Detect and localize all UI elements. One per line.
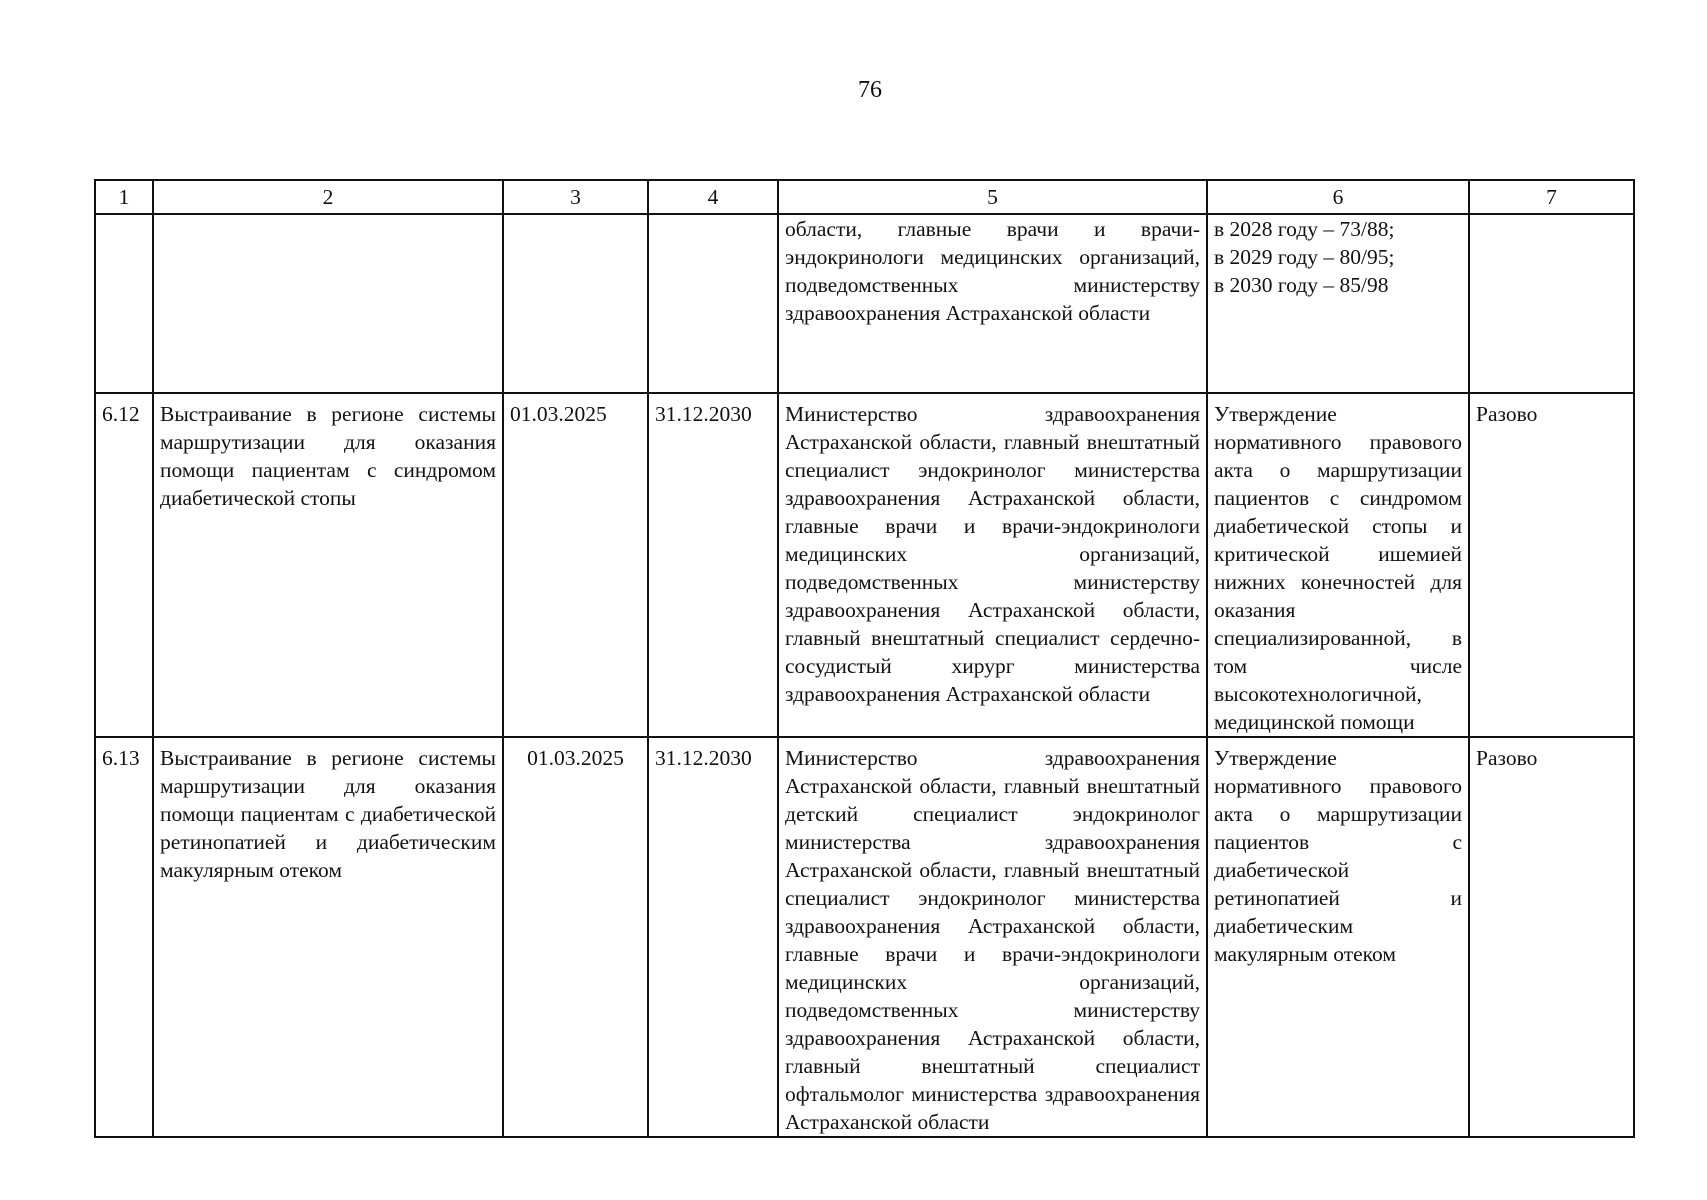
row-number: 6.13 bbox=[95, 737, 153, 1137]
measure-name: Выстраивание в регионе системы маршрутизации для оказания помощи пациентам с синдромом диабетической стопы bbox=[153, 393, 503, 737]
row-number: 6.12 bbox=[95, 393, 153, 737]
table-row bbox=[95, 393, 1634, 737]
column-header-7: 7 bbox=[1469, 180, 1634, 214]
frequency bbox=[1469, 214, 1634, 393]
header-row bbox=[95, 180, 1634, 214]
end-date: 31.12.2030 bbox=[648, 393, 778, 737]
start-date bbox=[503, 214, 648, 393]
executors: области, главные врачи и врачи-эндокринологи медицинских организаций, подведомственных министерству здравоохранения Астраханской области bbox=[778, 214, 1207, 393]
table-row bbox=[95, 214, 1634, 393]
column-header-1: 1 bbox=[95, 180, 153, 214]
column-header-4: 4 bbox=[648, 180, 778, 214]
column-header-5: 5 bbox=[778, 180, 1207, 214]
measures-table bbox=[94, 179, 1635, 1138]
expected-result: Утверждение нормативного правового акта о маршрутизации пациентов с синдромом диабетической стопы и критической ишемией нижних конечностей для оказания специализированной, в том числе высокотехнологичной, медицинской помощи bbox=[1207, 393, 1469, 737]
page-number: 76 bbox=[858, 77, 882, 103]
frequency: Разово bbox=[1469, 737, 1634, 1137]
expected-result: Утверждение нормативного правового акта о маршрутизации пациентов с диабетической ретинопатией и диабетическим макулярным отеком bbox=[1207, 737, 1469, 1137]
start-date: 01.03.2025 bbox=[503, 737, 648, 1137]
frequency: Разово bbox=[1469, 393, 1634, 737]
start-date: 01.03.2025 bbox=[503, 393, 648, 737]
end-date bbox=[648, 214, 778, 393]
row-number bbox=[95, 214, 153, 393]
table-row bbox=[95, 737, 1634, 1137]
executors: Министерство здравоохранения Астраханской области, главный внештатный детский специалист эндокринолог министерства здравоохранения Астраханской области, главный внештатный специалист эндокринолог министерства здравоохранения Астраханской области, главные врачи и врачи-эндокринологи медицинских организаций, подведомственных министерству здравоохранения Астраханской области, главный внештатный специалист офтальмолог министерства здравоохранения Астраханской области bbox=[778, 737, 1207, 1137]
column-header-6: 6 bbox=[1207, 180, 1469, 214]
column-header-2: 2 bbox=[153, 180, 503, 214]
expected-result: в 2028 году – 73/88; в 2029 году – 80/95; в 2030 году – 85/98 bbox=[1207, 214, 1469, 393]
measure-name: Выстраивание в регионе системы маршрутизации для оказания помощи пациентам с диабетической ретинопатией и диабетическим макулярным отеком bbox=[153, 737, 503, 1137]
executors: Министерство здравоохранения Астраханской области, главный внештатный специалист эндокринолог министерства здравоохранения Астраханской области, главные врачи и врачи-эндокринологи медицинских организаций, подведомственных министерству здравоохранения Астраханской области, главный внештатный специалист сердечно-сосудистый хирург министерства здравоохранения Астраханской области bbox=[778, 393, 1207, 737]
column-header-3: 3 bbox=[503, 180, 648, 214]
end-date: 31.12.2030 bbox=[648, 737, 778, 1137]
measure-name bbox=[153, 214, 503, 393]
